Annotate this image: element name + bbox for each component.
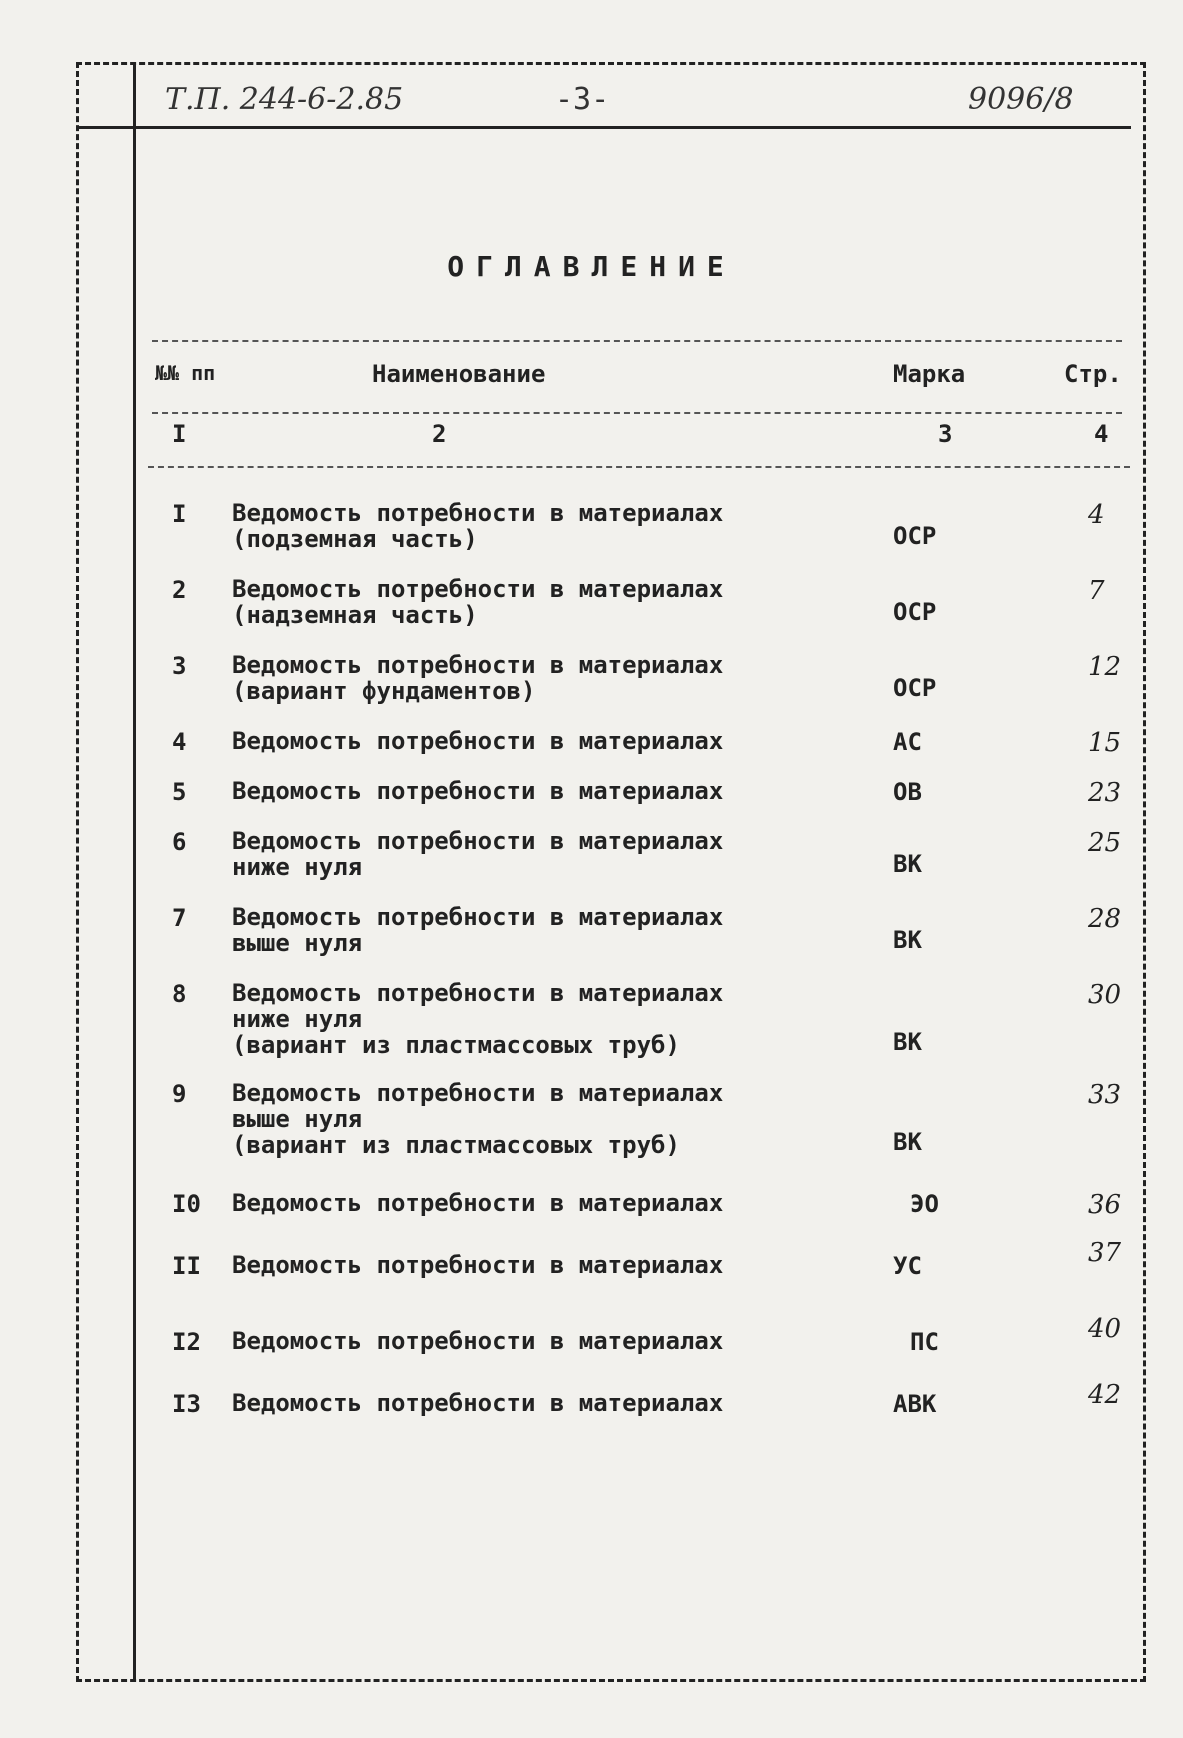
row-page: 30	[1088, 980, 1122, 1010]
row-page: 4	[1088, 500, 1105, 530]
row-name: Ведомость потребности в материалах (подземная часть)	[232, 499, 724, 553]
row-page: 7	[1088, 576, 1105, 606]
row-mark: АВК	[893, 1390, 937, 1418]
row-number: 9	[172, 1080, 187, 1108]
column-number: 3	[938, 420, 953, 448]
row-mark: ВК	[893, 1028, 922, 1056]
header-num: №№ пп	[155, 361, 216, 385]
row-name: Ведомость потребности в материалах	[232, 1327, 724, 1355]
row-name: Ведомость потребности в материалах	[232, 777, 724, 805]
row-name: Ведомость потребности в материалах ниже нуля (вариант из пластмассовых труб)	[232, 979, 724, 1059]
row-mark: УС	[893, 1252, 922, 1280]
row-number: 6	[172, 828, 187, 856]
row-number: II	[172, 1252, 201, 1280]
row-number: 7	[172, 904, 187, 932]
row-number: I	[172, 500, 187, 528]
row-mark: АС	[893, 728, 922, 756]
row-mark: ВК	[893, 1128, 922, 1156]
row-page: 33	[1088, 1080, 1122, 1110]
row-page: 36	[1088, 1190, 1122, 1220]
row-name: Ведомость потребности в материалах ниже нуля	[232, 827, 724, 881]
column-number: 2	[432, 420, 447, 448]
row-name: Ведомость потребности в материалах	[232, 727, 724, 755]
row-page: 12	[1088, 652, 1122, 682]
row-number: I0	[172, 1190, 201, 1218]
header-name: Наименование	[372, 360, 546, 388]
row-mark: ЭО	[910, 1190, 939, 1218]
row-page: 25	[1088, 828, 1122, 858]
column-number: I	[172, 420, 187, 448]
header-divider	[76, 126, 1131, 129]
row-name: Ведомость потребности в материалах	[232, 1189, 724, 1217]
doc-code: Т.П. 244-6-2.85	[165, 82, 404, 117]
header-mark: Марка	[893, 360, 966, 388]
row-mark: ПС	[910, 1328, 939, 1356]
table-top-rule	[152, 340, 1122, 342]
page-title: ОГЛАВЛЕНИЕ	[447, 250, 736, 283]
header-rule	[152, 412, 1122, 414]
row-name: Ведомость потребности в материалах выше нуля	[232, 903, 724, 957]
column-number: 4	[1094, 420, 1109, 448]
row-mark: ВК	[893, 926, 922, 954]
row-name: Ведомость потребности в материалах выше нуля (вариант из пластмассовых труб)	[232, 1079, 724, 1159]
sheet-id: 9096/8	[968, 82, 1074, 117]
row-mark: ОСР	[893, 522, 937, 550]
row-name: Ведомость потребности в материалах	[232, 1251, 724, 1279]
row-number: I2	[172, 1328, 201, 1356]
row-page: 42	[1088, 1380, 1122, 1410]
row-page: 15	[1088, 728, 1122, 758]
row-mark: ОСР	[893, 674, 937, 702]
row-name: Ведомость потребности в материалах	[232, 1389, 724, 1417]
row-page: 40	[1088, 1314, 1122, 1344]
row-mark: ВК	[893, 850, 922, 878]
page-number: -3-	[555, 82, 610, 117]
row-number: 4	[172, 728, 187, 756]
header-page: Стр.	[1064, 360, 1122, 388]
row-name: Ведомость потребности в материалах (вариант фундаментов)	[232, 651, 724, 705]
row-number: 5	[172, 778, 187, 806]
column-number-rule	[148, 466, 1130, 468]
row-page: 23	[1088, 778, 1122, 808]
row-mark: ОВ	[893, 778, 922, 806]
row-number: 2	[172, 576, 187, 604]
row-page: 37	[1088, 1238, 1122, 1268]
row-number: I3	[172, 1390, 201, 1418]
row-number: 8	[172, 980, 187, 1008]
margin-line	[133, 62, 136, 1682]
row-number: 3	[172, 652, 187, 680]
row-name: Ведомость потребности в материалах (надземная часть)	[232, 575, 724, 629]
row-mark: ОСР	[893, 598, 937, 626]
row-page: 28	[1088, 904, 1122, 934]
